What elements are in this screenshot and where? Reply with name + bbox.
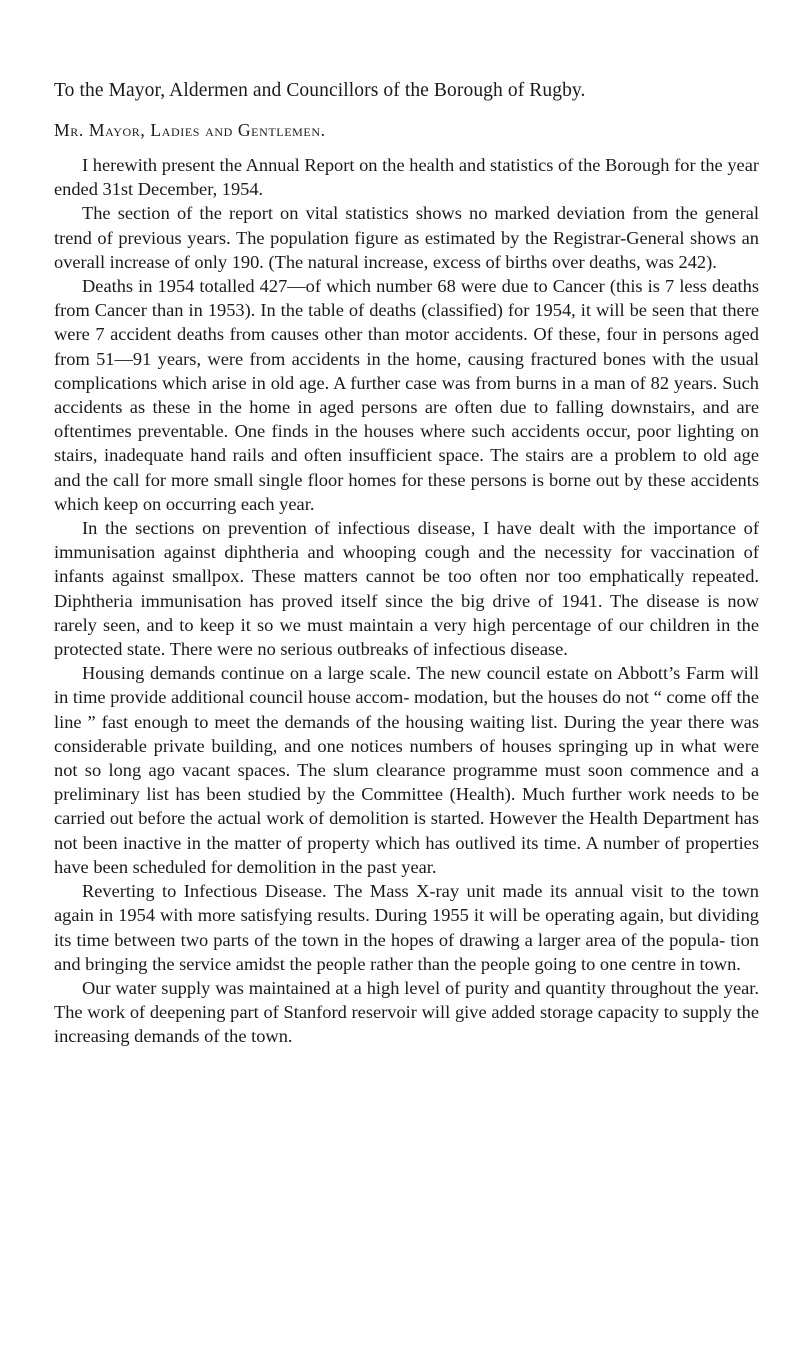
paragraph-water-supply: Our water supply was maintained at a high level of purity and quantity throughout the year. The work of deepening part of Stanford reservoir will give added storage capacity to supply the increasing demands of the town. bbox=[54, 977, 759, 1047]
paragraph-housing: Housing demands continue on a large scale. The new council estate on Abbott’s Farm will in time provide additional council house accom- modation, but the houses do not “ come off the line ” fast enough to meet the demands of the housing waiting list. During the year there was considerable private building, and one notices numbers of houses springing up in what were not so long ago vacant spaces. The slum clearance programme must soon commence and a preliminary list has been studied by the Committee (Health). Much further work needs to be carried out before the actual work of demolition is started. However the Health Department has not been inactive in the matter of property which has outlived its time. A number of properties have been scheduled for demolition in the past year. bbox=[54, 663, 759, 877]
address-heading: To the Mayor, Aldermen and Councillors of the Borough of Rugby. bbox=[54, 80, 586, 101]
paragraph-deaths: Deaths in 1954 totalled 427—of which number 68 were due to Cancer (this is 7 less deaths from Cancer than in 1953). In the table of deaths (classified) for 1954, it will be seen that there were 7 accident deaths from causes other than motor accidents. Of these, four in persons aged from 51—91 years, were from accidents in the home, causing fractured bones with the usual complications which arise in old age. A further case was from burns in a man of 82 years. Such accidents as these in the home in aged persons are often due to falling downstairs, and are oftentimes preventable. One finds in the houses where such accidents occur, poor lighting on stairs, inadequate hand rails and often insufficient space. The stairs are a problem to old age and the call for more small single floor homes for these persons is borne out by these accidents which keep on occurring each year. bbox=[54, 276, 759, 514]
report-page bbox=[54, 78, 759, 1049]
paragraph-vital-statistics: The section of the report on vital statistics shows no marked deviation from the general trend of previous years. The population figure as estimated by the Registrar-General shows an overall increase of only 190. (The natural increase, excess of births over deaths, was 242). bbox=[54, 203, 759, 272]
paragraph-mass-x-ray: Reverting to Infectious Disease. The Mass X-ray unit made its annual visit to the town again in 1954 with more satisfying results. During 1955 it will be operating again, but dividing its time between two parts of the town in the hopes of drawing a larger area of the popula- tion and bringing the service amidst the people rather than the people going to one centre in town. bbox=[54, 881, 759, 974]
paragraph-introduction: I herewith present the Annual Report on the health and statistics of the Borough for the year ended 31st December, 1954. bbox=[54, 155, 759, 200]
salutation: Mr. Mayor, Ladies and Gentlemen. bbox=[54, 120, 326, 140]
paragraph-infectious-disease-prevention: In the sections on prevention of infectious disease, I have dealt with the importance of immunisation against diphtheria and whooping cough and the necessity for vaccination of infants against smallpox. These matters cannot be too often nor too emphatically repeated. Diphtheria immunisation has proved itself since the big drive of 1941. The disease is now rarely seen, and to keep it so we must maintain a very high percentage of our children in the protected state. There were no serious outbreaks of infectious disease. bbox=[54, 518, 759, 660]
